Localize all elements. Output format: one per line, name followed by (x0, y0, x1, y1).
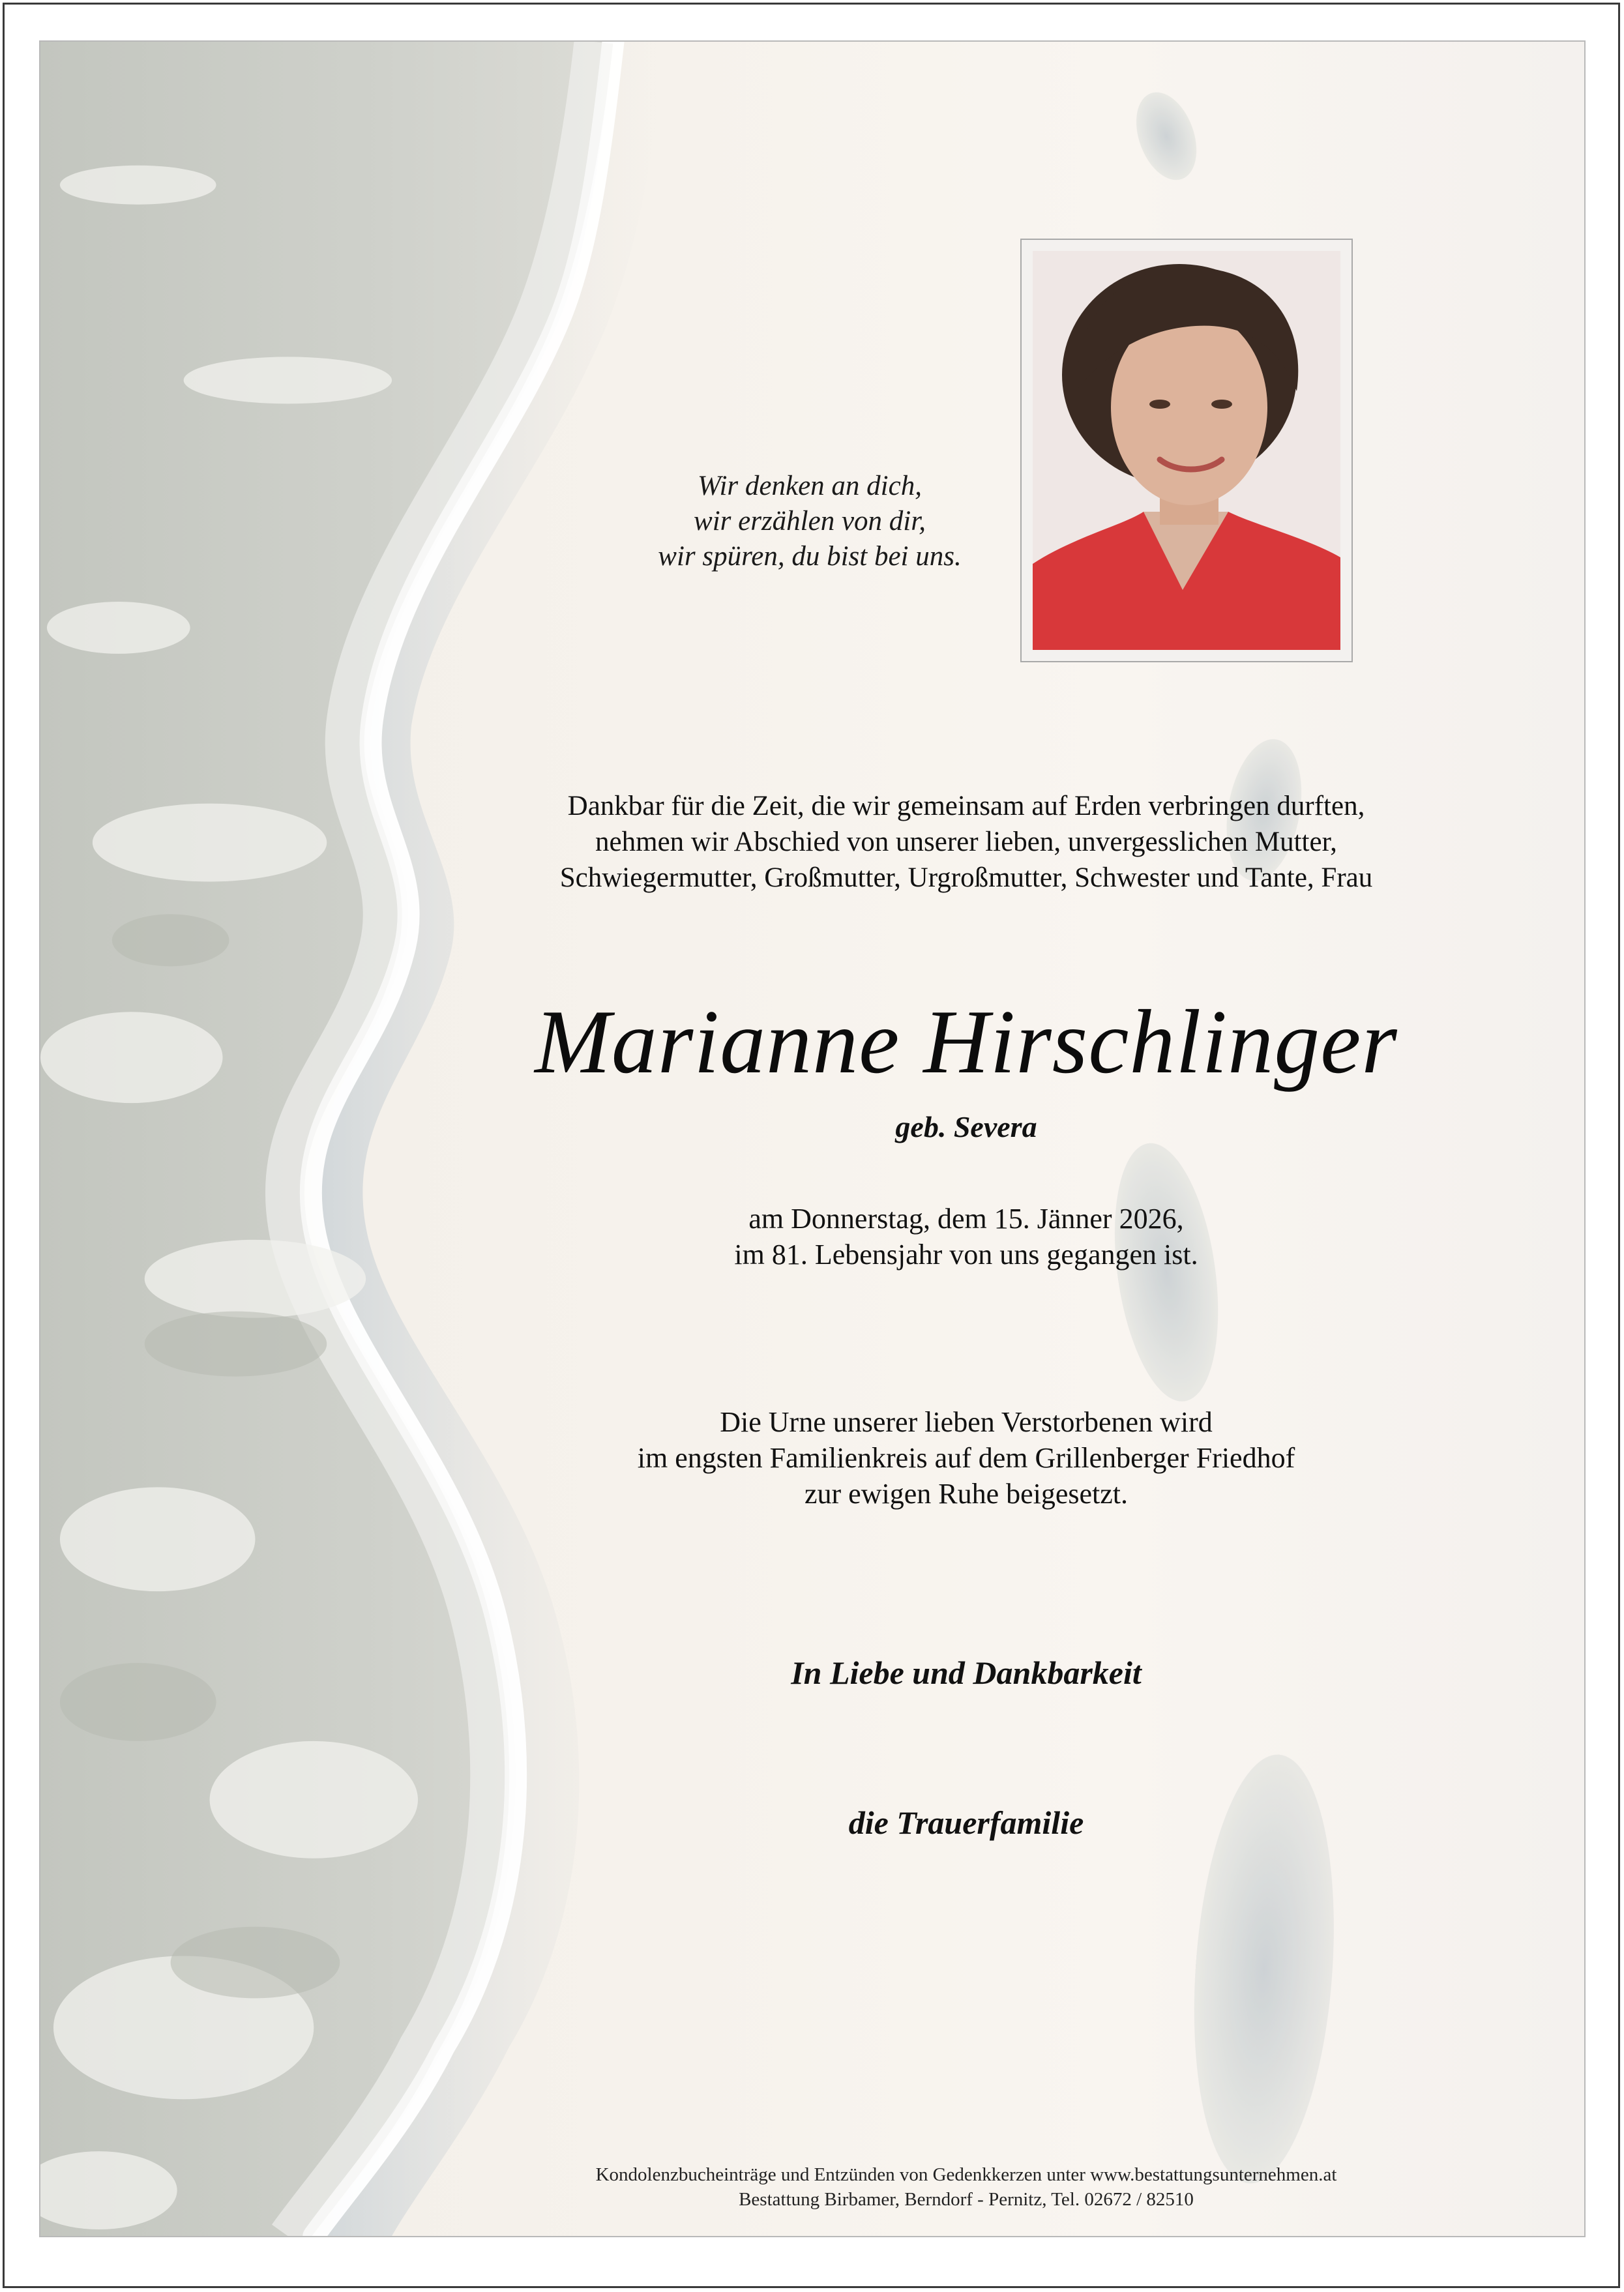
verse-line-2: wir erzählen von dir, (694, 506, 926, 536)
intro-line-1: Dankbar für die Zeit, die wir gemeinsam auf Erden verbringen durften, (567, 791, 1365, 821)
closing-phrase: In Liebe und Dankbarkeit (791, 1654, 1142, 1691)
intro-text (392, 788, 1540, 896)
footer-info (392, 2162, 1540, 2212)
footer-line-2: Bestattung Birbamer, Berndorf - Pernitz, Tel. 02672 / 82510 (739, 2189, 1194, 2210)
deceased-name: Marianne Hirschlinger (535, 992, 1398, 1093)
portrait-photo (1033, 251, 1340, 650)
burial-line-1: Die Urne unserer lieben Verstorbenen wird (720, 1406, 1213, 1438)
burial-notice (392, 1404, 1540, 1512)
maiden-name: geb. Severa (895, 1110, 1037, 1143)
death-line-2: im 81. Lebensjahr von uns gegangen ist. (734, 1239, 1198, 1271)
portrait-frame (1020, 239, 1353, 662)
verse-line-1: Wir denken an dich, (698, 471, 922, 501)
obituary-card (39, 40, 1586, 2237)
death-notice (392, 1201, 1540, 1272)
death-line-1: am Donnerstag, dem 15. Jänner 2026, (748, 1203, 1184, 1235)
family-signature: die Trauerfamilie (848, 1804, 1084, 1841)
footer-line-1: Kondolenzbucheinträge und Entzünden von Gedenkkerzen unter www.bestattungsunternehmen.at (595, 2164, 1337, 2185)
burial-line-3: zur ewigen Ruhe beigesetzt. (804, 1478, 1129, 1510)
verse-line-3: wir spüren, du bist bei uns. (658, 541, 962, 572)
intro-line-3: Schwiegermutter, Großmutter, Urgroßmutter, Schwester und Tante, Frau (559, 862, 1373, 893)
memorial-verse (510, 469, 1110, 574)
intro-line-2: nehmen wir Abschied von unserer lieben, unvergesslichen Mutter, (595, 827, 1337, 857)
burial-line-2: im engsten Familienkreis auf dem Grillenberger Friedhof (637, 1442, 1295, 1474)
